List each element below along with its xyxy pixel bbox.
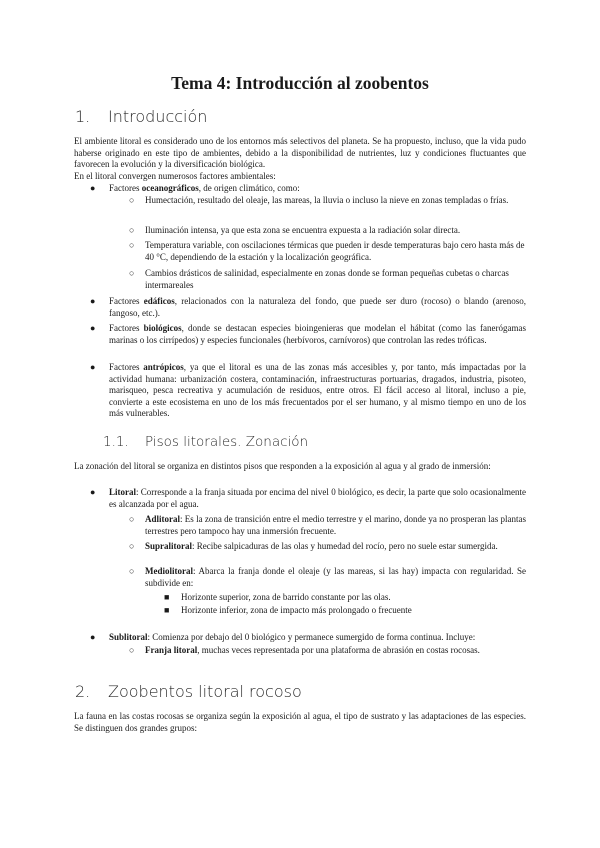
circle-bullet-icon: ○ [129,240,135,250]
zone-supralitoral-term: Supralitoral [145,541,193,551]
horizon-lower: Horizonte inferior, zona de impacto más prolongado o frecuente [181,605,412,615]
factor-biological-term: biológicos [143,323,182,333]
section-1-lead: En el litoral convergen numerosos factores ambientales: [74,171,276,181]
section-1-title: Introducción [108,107,208,126]
circle-bullet-icon: ○ [129,195,135,205]
bullet-icon: ● [90,487,96,497]
section-1-intro: El ambiente litoral es considerado uno de los entornos más selectivos del planeta. Se ha propuesto, incluso, que la vida pudo haberse originado en este tipo de ambientes, debido a la disponibilidad de nutrientes, luz y condiciones fluctuantes que favorecen la evolución y la diversificación biológica. [74,136,526,170]
factor-oceanographic: Factores oceanográficos, de origen climático, como: [109,183,300,193]
section-2-number: 2. [75,682,91,701]
circle-bullet-icon: ○ [129,514,135,524]
circle-bullet-icon: ○ [129,645,135,655]
zone-litoral-term: Litoral [109,487,136,497]
zone-supralitoral: Supralitoral: Recibe salpicaduras de las olas y humedad del rocío, pero no suele estar sumergida. [145,541,498,551]
factor-anthropic-term: antrópicos [143,362,184,372]
zone-mediolitoral: Mediolitoral: Abarca la franja donde el oleaje (y las mareas, si las hay) impacta con regularidad. Se subdivide en: [145,566,526,588]
bullet-icon: ● [90,362,96,372]
factor-biological: Factores biológicos, donde se destacan especies bioingenieras que modelan el hábitat (como las fanerógamas marinas o los cirrípedos) y especies funcionales (herbívoros, carnívoros) que controlan las redes tróficas. [109,323,526,345]
circle-bullet-icon: ○ [129,268,135,278]
document-title: Tema 4: Introducción al zoobentos [171,73,429,93]
bullet-icon: ● [90,323,96,333]
section-1-heading [75,107,207,126]
zone-sublitoral-term: Sublitoral [109,632,148,642]
circle-bullet-icon: ○ [129,225,135,235]
section-1-number: 1. [75,107,91,126]
section-2-heading [75,682,302,701]
factor-edaphic-term: edáficos [143,296,175,306]
bullet-icon: ● [90,632,96,642]
section-1-1-intro: La zonación del litoral se organiza en distintos pisos que responden a la exposición al agua y al grado de inmersión: [74,461,491,471]
factor-anthropic: Factores antrópicos, ya que el litoral es una de las zonas más accesibles y, por tanto, más impactadas por la actividad humana: urbanización costera, contaminación, infraestructuras portuarias, dragados, industria, pisoteo, marisqueo, pesca recreativa y acumulación de residuos, entre otros. El fácil acceso al litoral, incluso a pie, convierte a este ecosistema en uno de los más frecuentados por el ser humano, y al mismo tiempo en uno de los más vulnerables. [109,362,526,419]
section-1-1-number: 1.1. [103,434,129,450]
ocean-item-iluminacion: Iluminación intensa, ya que esta zona se encuentra expuesta a la radiación solar directa. [145,225,461,235]
horizon-upper: Horizonte superior, zona de barrido constante por las olas. [181,592,391,602]
zone-sublitoral: Sublitoral: Comienza por debajo del 0 biológico y permanece sumergido de forma continua. Incluye: [109,632,476,642]
zone-franja-litoral-term: Franja litoral [145,645,198,655]
ocean-item-humectacion: Humectación, resultado del oleaje, las mareas, la lluvia o incluso la nieve en zonas templadas o frías. [145,195,509,205]
bullet-icon: ● [90,296,96,306]
square-bullet-icon: ■ [164,592,170,602]
circle-bullet-icon: ○ [129,566,135,576]
ocean-item-salinidad: Cambios drásticos de salinidad, especialmente en zonas donde se forman pequeñas cubetas o charcas intermareales [145,268,509,290]
zone-franja-litoral: Franja litoral, muchas veces representada por una plataforma de abrasión en costas rocosas. [145,645,480,655]
section-1-1-title: Pisos litorales. Zonación [145,434,309,450]
factor-edaphic: Factores edáficos, relacionados con la naturaleza del fondo, que puede ser duro (rocoso) o blando (arenoso, fangoso, etc.). [109,296,526,318]
zone-mediolitoral-term: Mediolitoral [145,566,193,576]
zone-adlitoral: Adlitoral: Es la zona de transición entre el medio terrestre y el marino, donde ya no prosperan las plantas terrestres pero tampoco hay una inmersión frecuente. [145,514,526,536]
section-2-title: Zoobentos litoral rocoso [108,682,302,701]
bullet-icon: ● [90,183,96,193]
zone-litoral: Litoral: Corresponde a la franja situada por encima del nivel 0 biológico, es decir, la parte que solo ocasionalmente es alcanzada por el agua. [109,487,526,509]
circle-bullet-icon: ○ [129,541,135,551]
section-1-1-heading [103,434,308,450]
factor-oceanographic-term: oceanográficos [141,183,199,193]
ocean-item-temperatura: Temperatura variable, con oscilaciones térmicas que pueden ir desde temperaturas bajo cero hasta más de 40 °C, dependiendo de la estación y la localización geográfica. [145,240,525,262]
zone-adlitoral-term: Adlitoral [145,514,180,524]
section-2-intro: La fauna en las costas rocosas se organiza según la exposición al agua, el tipo de sustrato y las adaptaciones de las especies. Se distinguen dos grandes grupos: [74,711,526,733]
square-bullet-icon: ■ [164,605,170,615]
